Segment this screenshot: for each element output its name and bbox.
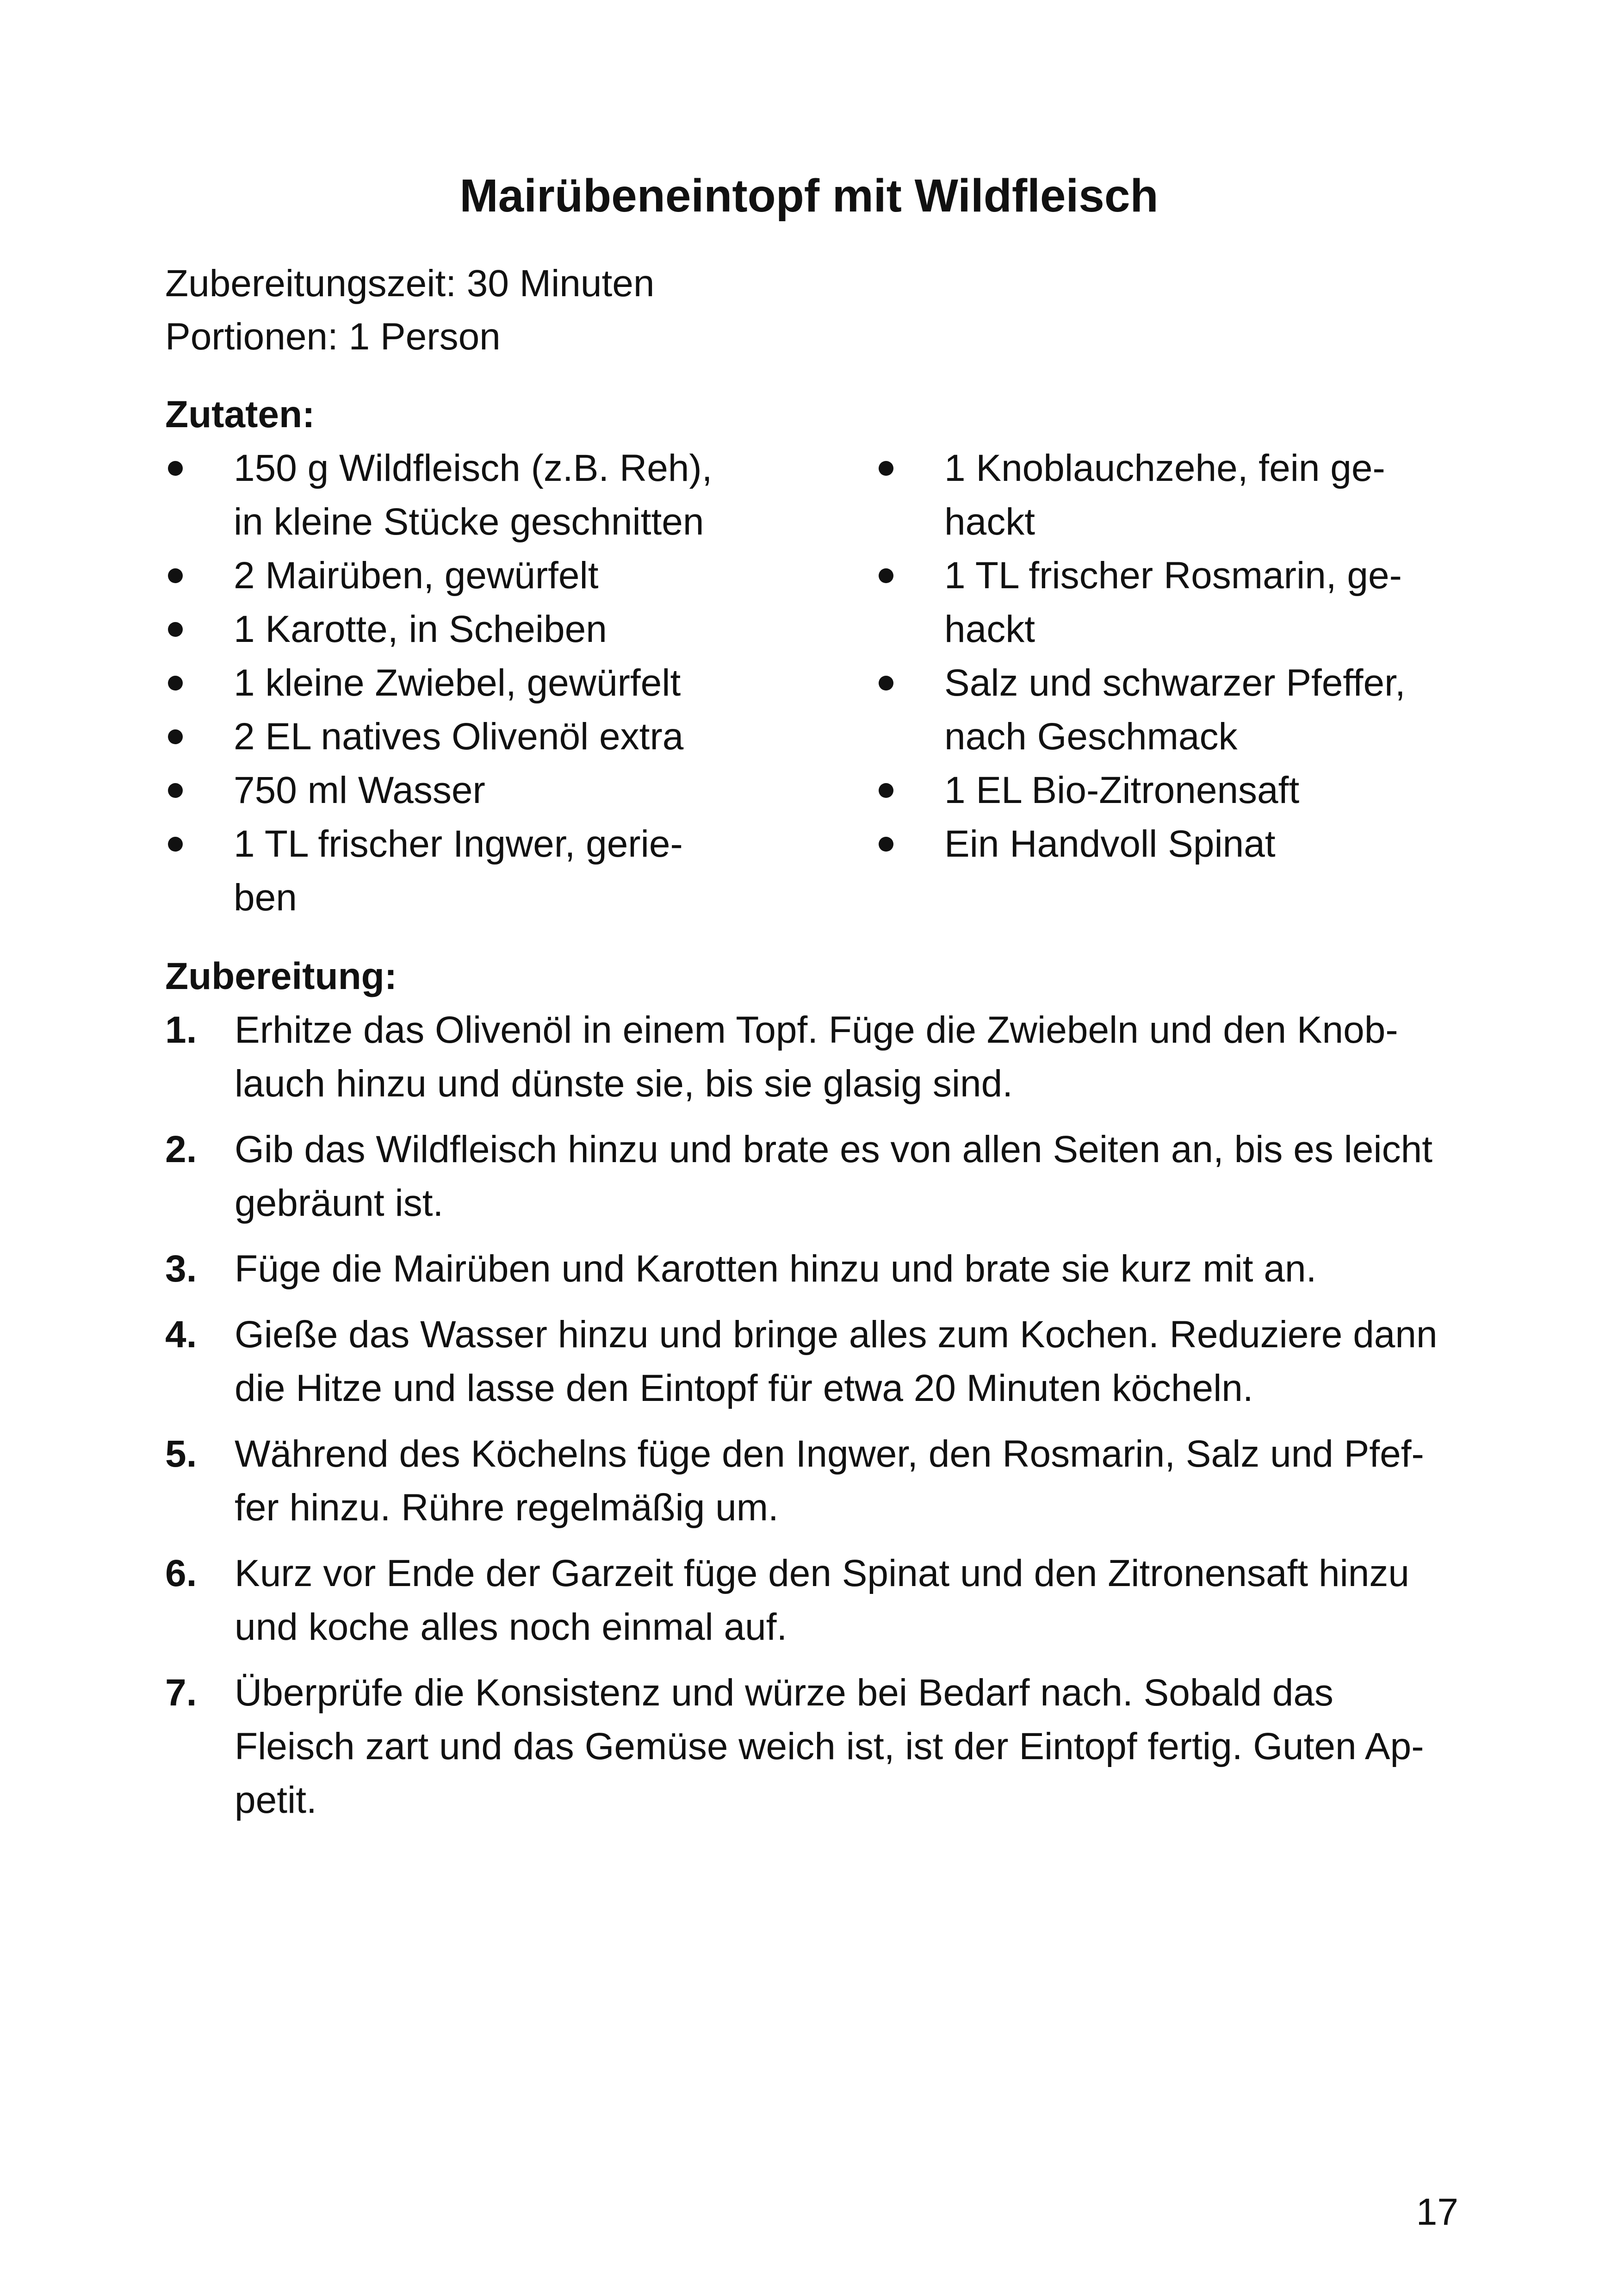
step-line: und koche alles noch einmal auf. bbox=[235, 1606, 787, 1648]
step-line: Gib das Wildfleisch hinzu und brate es von allen Seiten an, bis es leicht bbox=[235, 1128, 1433, 1170]
step-line: Erhitze das Olivenöl in einem Topf. Füge die Zwiebeln und den Knob- bbox=[235, 1009, 1398, 1051]
step-line: Während des Köchelns füge den Ingwer, den Rosmarin, Salz und Pfef- bbox=[235, 1433, 1424, 1475]
ingredient-line: Ein Handvoll Spinat bbox=[944, 823, 1276, 865]
ingredient-item bbox=[876, 549, 1487, 656]
step-line: lauch hinzu und dünste sie, bis sie glasig sind. bbox=[235, 1063, 1013, 1105]
ingredient-line: nach Geschmack bbox=[944, 716, 1238, 758]
ingredient-line: 1 Karotte, in Scheiben bbox=[234, 608, 607, 650]
step-item bbox=[165, 1547, 1456, 1654]
step-line: petit. bbox=[235, 1779, 317, 1821]
prep-time: Zubereitungszeit: 30 Minuten bbox=[165, 262, 655, 305]
portions: Portionen: 1 Person bbox=[165, 316, 501, 358]
step-line: gebräunt ist. bbox=[235, 1182, 444, 1224]
ingredients-list-right bbox=[876, 442, 1487, 871]
step-item bbox=[165, 1666, 1456, 1827]
ingredient-line: 1 TL frischer Rosmarin, ge- bbox=[944, 554, 1402, 597]
bullet-icon bbox=[879, 783, 893, 798]
recipe-title: Mairübeneintopf mit Wildfleisch bbox=[459, 170, 1159, 222]
step-line: Gieße das Wasser hinzu und bringe alles zum Kochen. Reduziere dann bbox=[235, 1313, 1438, 1356]
ingredient-line: ben bbox=[234, 877, 297, 919]
preparation-steps bbox=[165, 1003, 1456, 1839]
ingredient-line: 1 EL Bio-Zitronensaft bbox=[944, 769, 1300, 811]
ingredient-line: in kleine Stücke geschnitten bbox=[234, 501, 704, 543]
step-line: Füge die Mairüben und Karotten hinzu und brate sie kurz mit an. bbox=[235, 1248, 1317, 1290]
ingredients-heading: Zutaten: bbox=[165, 393, 315, 436]
ingredient-line: 1 TL frischer Ingwer, gerie- bbox=[234, 823, 683, 865]
ingredient-item bbox=[165, 656, 776, 710]
step-line: Fleisch zart und das Gemüse weich ist, ist der Eintopf fertig. Guten Ap- bbox=[235, 1725, 1424, 1767]
bullet-icon bbox=[168, 622, 183, 637]
bullet-icon bbox=[879, 568, 893, 583]
step-number: 4. bbox=[165, 1313, 197, 1356]
ingredient-item bbox=[165, 710, 776, 764]
bullet-icon bbox=[168, 783, 183, 798]
bullet-icon bbox=[168, 676, 183, 691]
step-number: 1. bbox=[165, 1009, 197, 1051]
ingredient-item bbox=[876, 656, 1487, 764]
ingredient-line: hackt bbox=[944, 501, 1035, 543]
bullet-icon bbox=[168, 837, 183, 852]
ingredient-line: hackt bbox=[944, 608, 1035, 650]
ingredient-item bbox=[165, 817, 776, 925]
step-line: Kurz vor Ende der Garzeit füge den Spinat und den Zitronensaft hinzu bbox=[235, 1552, 1409, 1594]
ingredient-item bbox=[876, 764, 1487, 817]
bullet-icon bbox=[879, 676, 893, 691]
ingredient-item bbox=[876, 817, 1487, 871]
ingredient-item bbox=[165, 764, 776, 817]
step-number: 7. bbox=[165, 1672, 197, 1714]
ingredient-line: Salz und schwarzer Pfeffer, bbox=[944, 662, 1406, 704]
step-number: 2. bbox=[165, 1128, 197, 1170]
ingredient-item bbox=[876, 442, 1487, 549]
step-line: Überprüfe die Konsistenz und würze bei Bedarf nach. Sobald das bbox=[235, 1672, 1333, 1714]
bullet-icon bbox=[168, 461, 183, 476]
ingredient-line: 750 ml Wasser bbox=[234, 769, 485, 811]
ingredient-line: 2 Mairüben, gewürfelt bbox=[234, 554, 599, 597]
step-line: fer hinzu. Rühre regelmäßig um. bbox=[235, 1487, 779, 1529]
step-number: 6. bbox=[165, 1552, 197, 1594]
step-item bbox=[165, 1003, 1456, 1111]
ingredient-line: 1 kleine Zwiebel, gewürfelt bbox=[234, 662, 681, 704]
step-number: 3. bbox=[165, 1248, 197, 1290]
step-item bbox=[165, 1427, 1456, 1535]
preparation-heading: Zubereitung: bbox=[165, 955, 397, 997]
ingredient-item bbox=[165, 442, 776, 549]
bullet-icon bbox=[168, 568, 183, 583]
step-item bbox=[165, 1308, 1456, 1415]
step-item bbox=[165, 1123, 1456, 1230]
step-number: 5. bbox=[165, 1433, 197, 1475]
ingredient-line: 150 g Wildfleisch (z.B. Reh), bbox=[234, 447, 713, 489]
ingredient-line: 2 EL natives Olivenöl extra bbox=[234, 716, 684, 758]
bullet-icon bbox=[879, 837, 893, 852]
ingredient-item bbox=[165, 603, 776, 656]
bullet-icon bbox=[168, 729, 183, 744]
page-number: 17 bbox=[1416, 2191, 1458, 2233]
ingredient-item bbox=[165, 549, 776, 603]
ingredient-line: 1 Knoblauchzehe, fein ge- bbox=[944, 447, 1385, 489]
bullet-icon bbox=[879, 461, 893, 476]
step-line: die Hitze und lasse den Eintopf für etwa 20 Minuten köcheln. bbox=[235, 1367, 1253, 1409]
step-item bbox=[165, 1242, 1456, 1296]
ingredients-list-left bbox=[165, 442, 776, 925]
